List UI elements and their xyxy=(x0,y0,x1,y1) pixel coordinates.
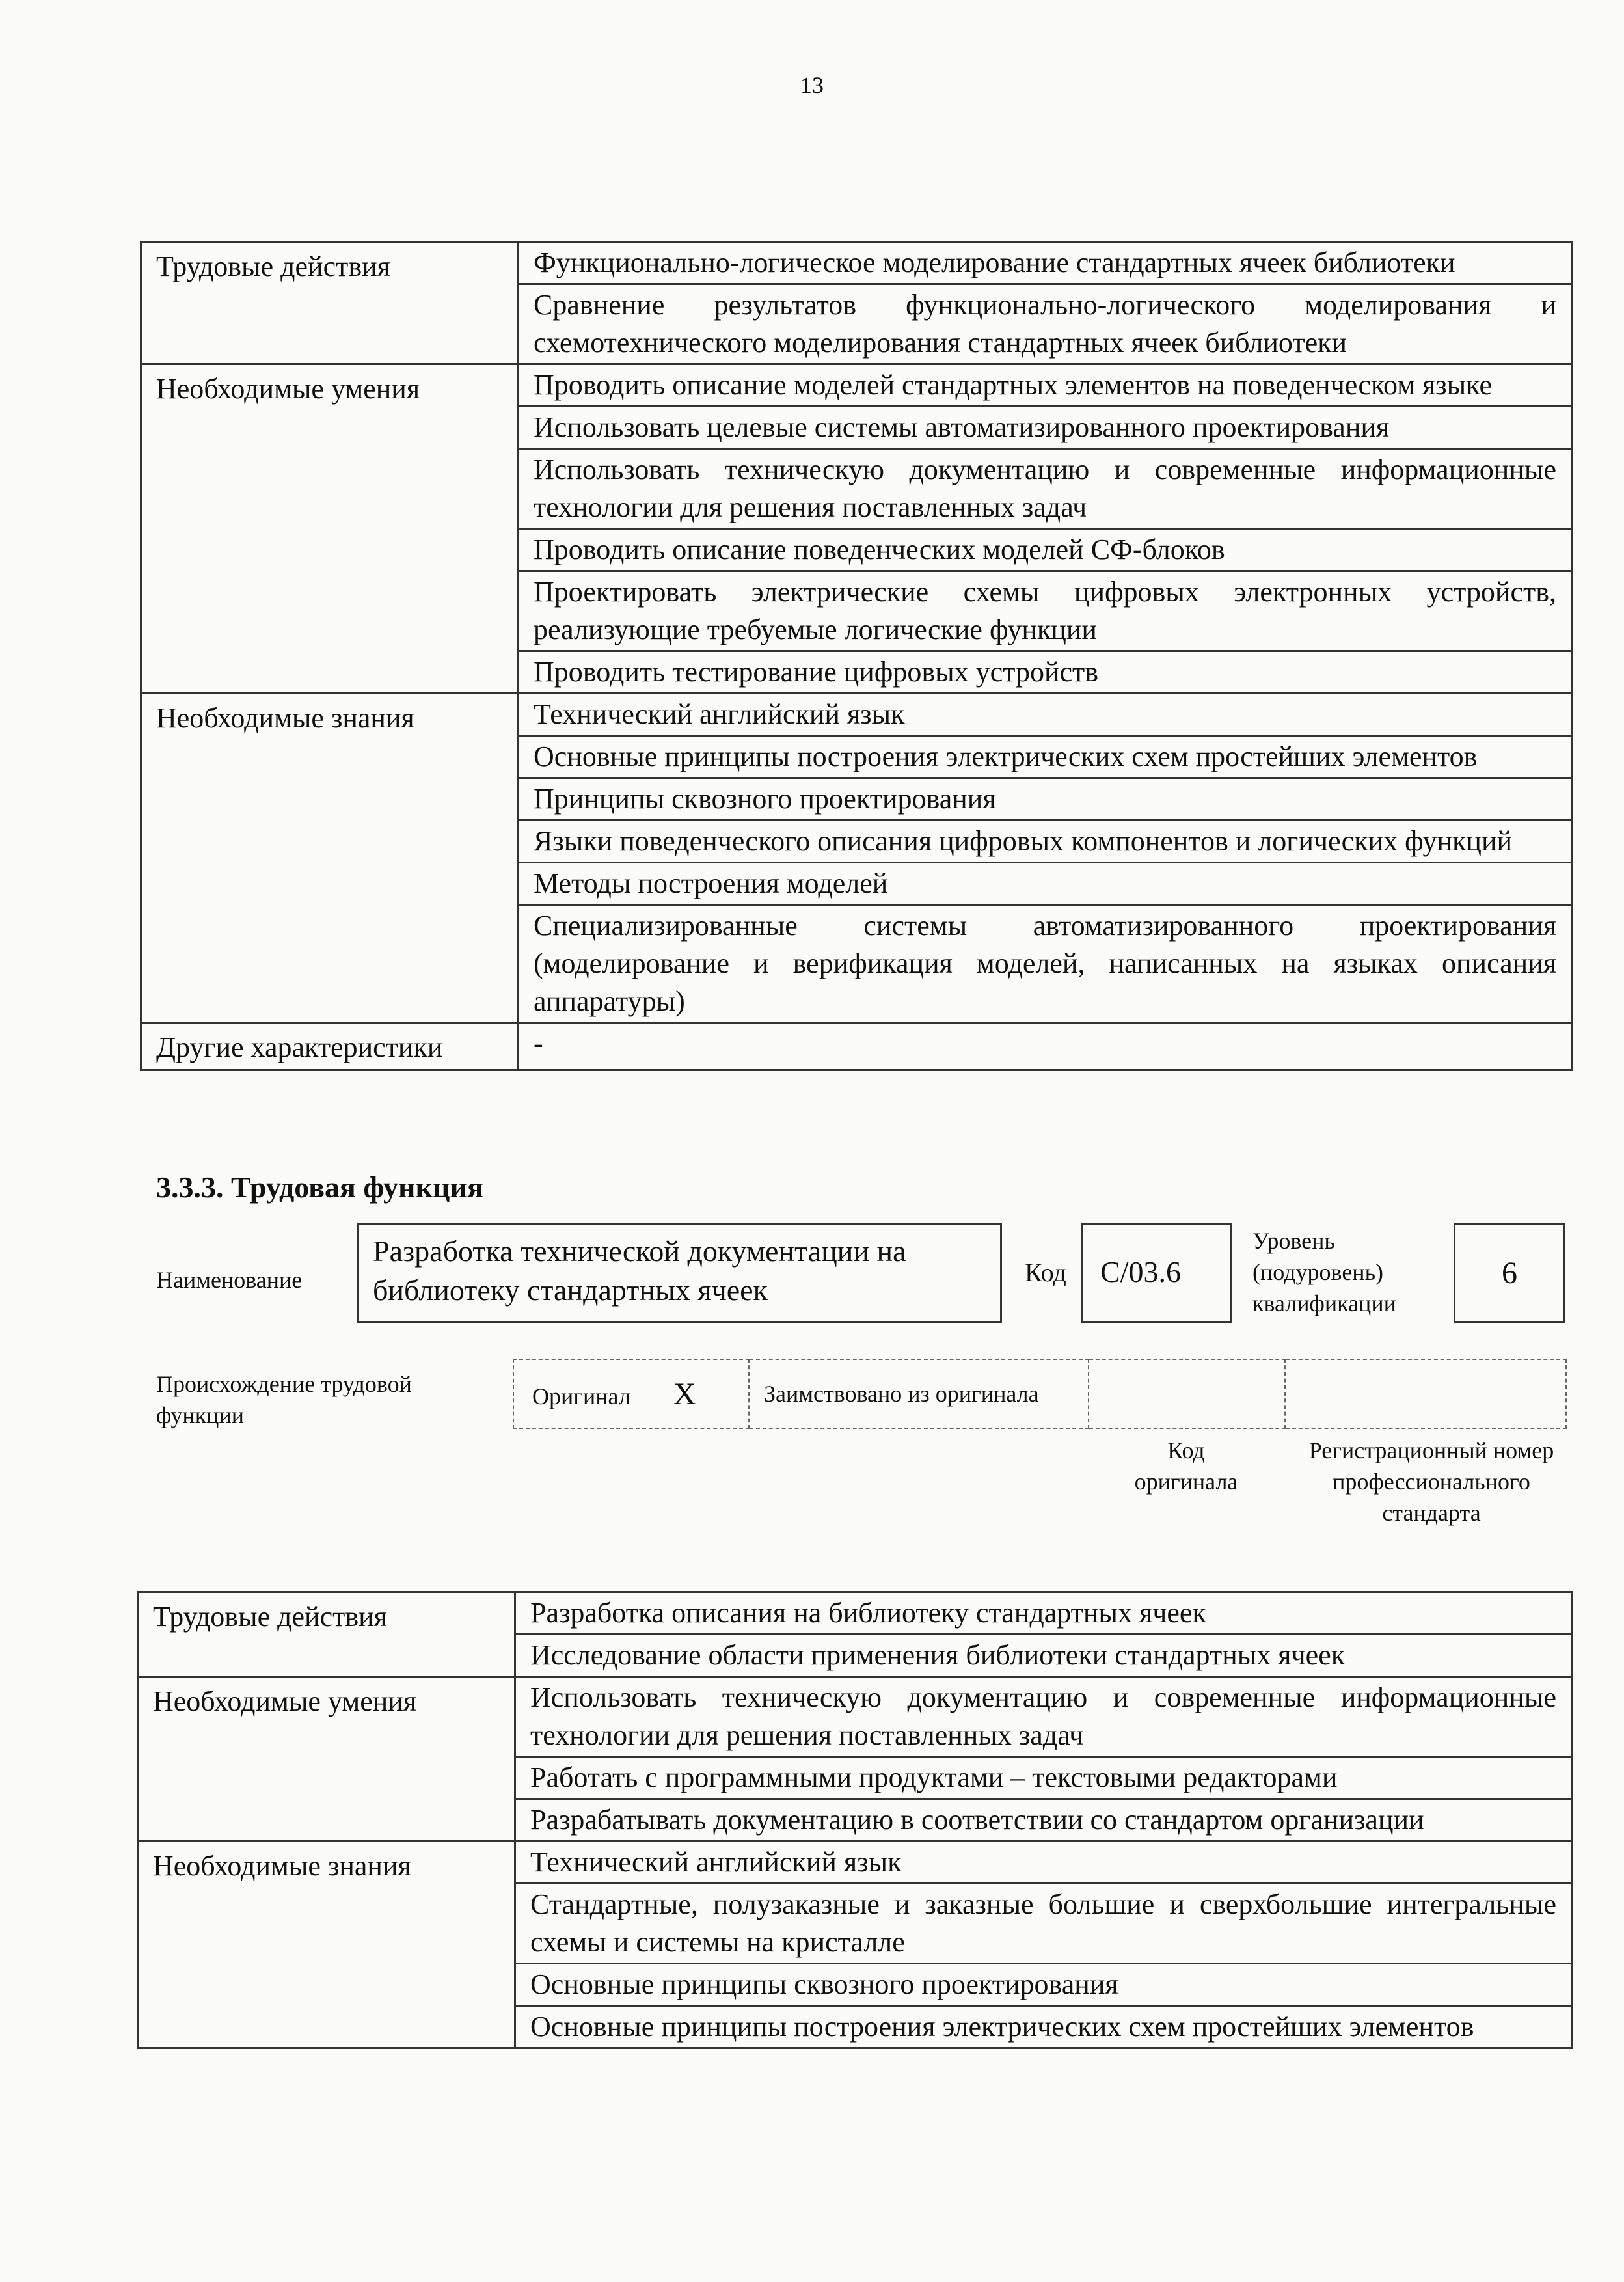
row-group-label: Необходимые умения xyxy=(141,364,519,694)
caption-registration-number: Регистрационный номер профессионального стандарта xyxy=(1308,1437,1554,1526)
name-label: Наименование xyxy=(156,1267,303,1293)
table-cell: Технический английский язык xyxy=(519,694,1572,736)
table-cell: Принципы сквозного проектирования xyxy=(519,778,1572,821)
qualification-level-box: 6 xyxy=(1454,1223,1565,1323)
table-cell: Основные принципы построения электрических схем простейших элементов xyxy=(519,736,1572,778)
original-code-cell xyxy=(1089,1359,1285,1428)
origin-label xyxy=(156,1368,494,1431)
origin-original-cell xyxy=(513,1359,749,1428)
table-cell: Разрабатывать документацию в соответствии со стандартом организации xyxy=(515,1799,1572,1841)
code-label: Код xyxy=(1025,1258,1066,1287)
row-group-label: Необходимые знания xyxy=(141,694,519,1023)
table-row xyxy=(141,242,1572,284)
table-cell: Проектировать электрические схемы цифровых электронных устройств, реализующие требуемые логические функции xyxy=(519,571,1572,651)
table-row xyxy=(141,694,1572,736)
caption-original-code: Код оригинала xyxy=(1134,1437,1238,1495)
function-code-box: C/03.6 xyxy=(1081,1223,1232,1323)
table-cell: Использовать техническую документацию и современные информационные технологии для решения поставленных задач xyxy=(515,1677,1572,1757)
table-cell: Основные принципы сквозного проектирования xyxy=(515,1964,1572,2006)
competency-table-2 xyxy=(137,1591,1573,2049)
table-cell: Технический английский язык xyxy=(515,1841,1572,1884)
table-cell: Стандартные, полузаказные и заказные большие и сверхбольшие интегральные схемы и системы на кристалле xyxy=(515,1884,1572,1964)
row-group-label: Другие характеристики xyxy=(141,1023,519,1070)
table-cell: Исследование области применения библиотеки стандартных ячеек xyxy=(515,1635,1572,1677)
table-cell: Проводить тестирование цифровых устройств xyxy=(519,651,1572,694)
origin-borrowed-cell xyxy=(749,1359,1089,1428)
registration-number-cell xyxy=(1285,1359,1566,1428)
table-row xyxy=(141,364,1572,407)
page-number: 13 xyxy=(800,72,824,98)
origin-borrowed-label: Заимствовано из оригинала xyxy=(764,1381,1039,1407)
competency-table-1 xyxy=(140,241,1573,1071)
table-cell: Проводить описание моделей стандартных элементов на поведенческом языке xyxy=(519,364,1572,407)
section-heading: 3.3.3. Трудовая функция xyxy=(156,1171,483,1204)
table-row xyxy=(141,1023,1572,1070)
row-group-label: Трудовые действия xyxy=(141,242,519,364)
level-label-text: Уровень (подуровень) квалификации xyxy=(1252,1228,1396,1316)
table-cell: Использовать целевые системы автоматизированного проектирования xyxy=(519,407,1572,449)
table-cell: Работать с программными продуктами – текстовыми редакторами xyxy=(515,1757,1572,1799)
origin-checkmark: X xyxy=(673,1376,696,1411)
table-cell: Основные принципы построения электрических схем простейших элементов xyxy=(515,2006,1572,2048)
table-cell: Использовать техническую документацию и современные информационные технологии для решения поставленных задач xyxy=(519,449,1572,529)
origin-label-text: Происхождение трудовой функции xyxy=(156,1371,412,1428)
function-name-box: Разработка технической документации на библиотеку стандартных ячеек xyxy=(357,1223,1002,1323)
row-group-label: Трудовые действия xyxy=(138,1592,515,1677)
table-row xyxy=(138,1841,1572,1884)
table-cell: Специализированные системы автоматизированного проектирования (моделирование и верификация моделей, написанных на языках описания аппаратуры) xyxy=(519,905,1572,1023)
table-cell: Разработка описания на библиотеку стандартных ячеек xyxy=(515,1592,1572,1635)
row-group-label: Необходимые знания xyxy=(138,1841,515,2048)
table-cell: Проводить описание поведенческих моделей СФ-блоков xyxy=(519,529,1572,571)
origin-original-label: Оригинал xyxy=(532,1383,630,1409)
table-row xyxy=(138,1592,1572,1635)
table-cell: - xyxy=(519,1023,1572,1070)
origin-table xyxy=(513,1359,1567,1429)
table-cell: Сравнение результатов функционально-логического моделирования и схемотехнического моделирования стандартных ячеек библиотеки xyxy=(519,284,1572,364)
table-row xyxy=(138,1677,1572,1757)
table-cell: Функционально-логическое моделирование стандартных ячеек библиотеки xyxy=(519,242,1572,284)
qualification-level-label xyxy=(1252,1225,1422,1319)
table-cell: Языки поведенческого описания цифровых компонентов и логических функций xyxy=(519,821,1572,863)
table-cell: Методы построения моделей xyxy=(519,863,1572,905)
row-group-label: Необходимые умения xyxy=(138,1677,515,1841)
